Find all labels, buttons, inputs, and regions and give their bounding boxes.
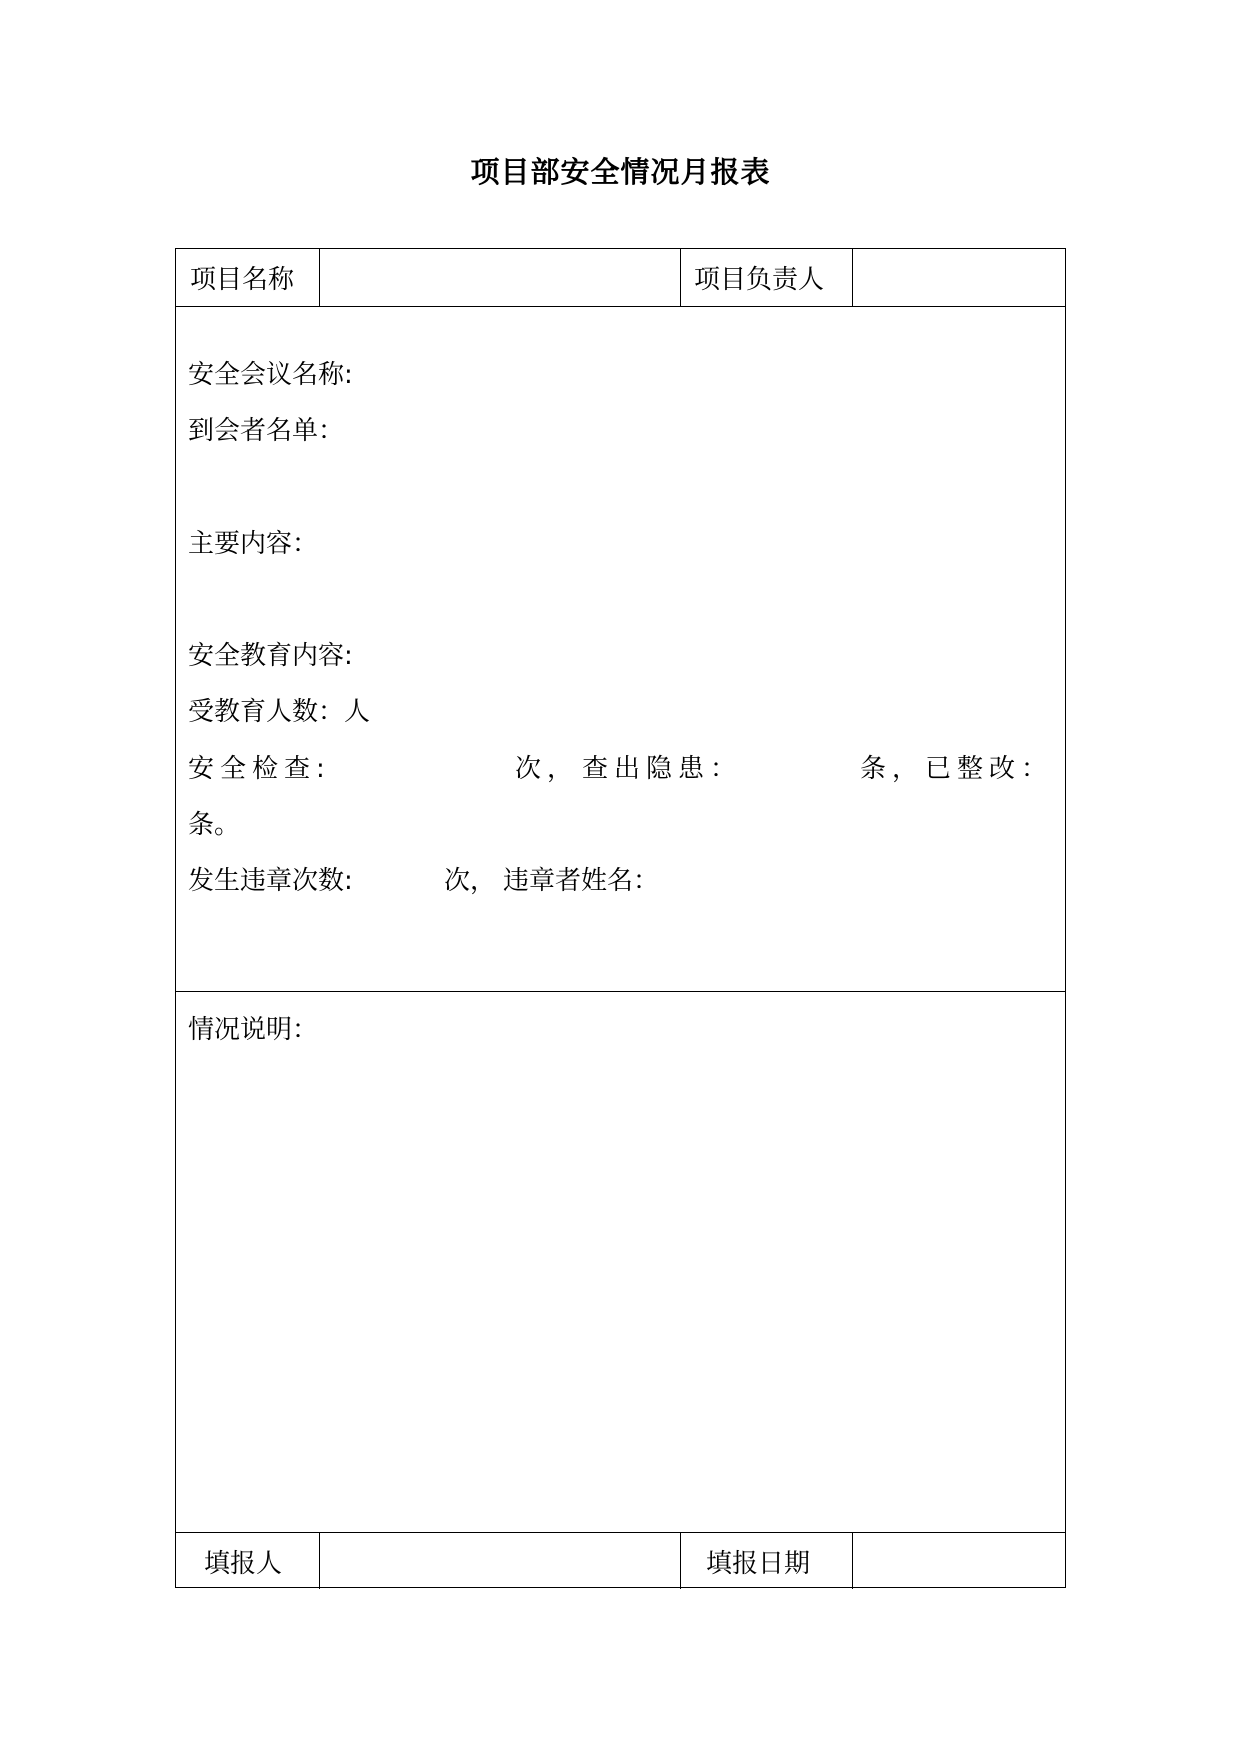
rectified-label: 已整改：: [925, 754, 1054, 784]
education-content-label: 安全教育内容:: [188, 641, 353, 671]
educated-count-label: 受教育人数：人: [188, 697, 371, 727]
footer-divider-3: [852, 1532, 853, 1589]
project-manager-label: 项目负责人: [694, 265, 825, 295]
hazards-label: 查出隐患：: [582, 754, 743, 784]
header-divider-1: [319, 249, 320, 306]
safety-section-divider: [176, 991, 1065, 992]
reporter-label: 填报人: [204, 1549, 283, 1579]
header-divider-2: [680, 249, 681, 306]
footer-divider-2: [680, 1532, 681, 1589]
hazards-unit: 条，: [860, 754, 925, 784]
notes-section-divider: [176, 1532, 1065, 1533]
main-content-label: 主要内容：: [188, 529, 319, 559]
project-name-label: 项目名称: [190, 265, 295, 295]
violations-label: 发生违章次数:: [188, 866, 353, 896]
footer-divider-1: [319, 1532, 320, 1589]
violators-label: 违章者姓名：: [503, 866, 660, 896]
inspection-label: 安全检查:: [188, 754, 331, 784]
rectified-unit: 条。: [188, 810, 241, 840]
report-date-label: 填报日期: [706, 1549, 811, 1579]
page-title: 项目部安全情况月报表: [470, 155, 771, 189]
inspection-times-unit: 次，: [515, 754, 580, 784]
notes-label: 情况说明：: [188, 1015, 319, 1045]
header-row-divider: [176, 306, 1065, 307]
attendees-label: 到会者名单：: [188, 416, 345, 446]
report-form: [175, 248, 1066, 1588]
header-divider-3: [852, 249, 853, 306]
meeting-name-label: 安全会议名称:: [188, 360, 353, 390]
violations-times-unit: 次，: [444, 866, 497, 896]
